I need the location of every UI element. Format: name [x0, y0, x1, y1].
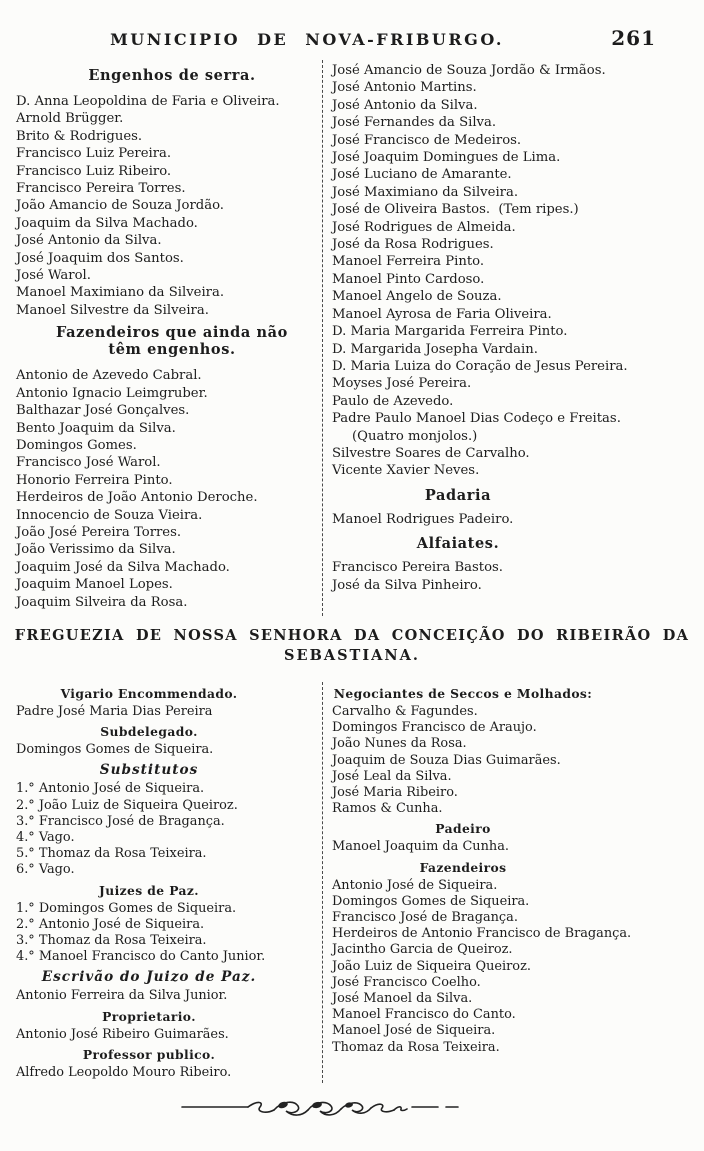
list-item: Bento Joaquim da Silva. [16, 420, 176, 436]
list-item: Francisco Luiz Pereira. [16, 146, 172, 162]
list-item: Joaquim de Souza Dias Guimarães. [332, 752, 561, 768]
list-item: Arnold Brügger. [16, 111, 124, 127]
group-items [16, 93, 322, 319]
list-item: José Warol. [16, 268, 91, 284]
freguezia-left-column [0, 682, 322, 1083]
group-heading: Escrivão do Juizo de Paz. [41, 969, 257, 986]
list-item: Domingos Gomes de Siqueira. [332, 893, 530, 909]
list-item: Paulo de Azevedo. [332, 393, 454, 409]
list-item: 6.° Vago. [16, 862, 75, 878]
list-item: Moyses José Pereira. [332, 376, 472, 392]
group-items [16, 1065, 322, 1081]
list-item: José Luciano de Amarante. [332, 167, 512, 183]
list-item: 4.° Vago. [16, 829, 75, 845]
directory-group [332, 487, 704, 528]
section-municipio [0, 60, 704, 616]
list-item: Ramos & Cunha. [332, 801, 443, 817]
list-item: 3.° Francisco José de Bragança. [16, 813, 225, 829]
list-item: Francisco José de Bragança. [332, 910, 518, 925]
group-heading: Juizes de Paz. [99, 882, 199, 898]
list-item: Joaquim da Silva Machado. [16, 215, 198, 231]
list-item: Antonio Ferreira da Silva Junior. [16, 988, 228, 1004]
group-items [16, 367, 322, 611]
list-item: Manoel Maximiano da Silveira. [16, 285, 225, 301]
page-title: MUNICIPIO DE NOVA-FRIBURGO. [110, 30, 504, 49]
list-item: Antonio Ignacio Leimgruber. [16, 385, 208, 401]
directory-group [16, 686, 322, 720]
list-item: Antonio José de Siqueira. [332, 877, 498, 893]
directory-group [332, 535, 704, 594]
list-item: José Maria Ribeiro. [332, 784, 458, 800]
list-item: Francisco Luiz Ribeiro. [16, 163, 172, 179]
list-item: José Amancio de Souza Jordão & Irmãos. [332, 63, 606, 78]
list-item: Joaquim José da Silva Machado. [16, 559, 230, 575]
directory-group [16, 1009, 322, 1043]
section-freguezia [0, 682, 704, 1083]
list-item: Francisco Pereira Torres. [16, 181, 186, 197]
list-item: Domingos Gomes de Siqueira. [16, 742, 214, 758]
directory-group [16, 67, 322, 319]
list-item: Manoel Pinto Cardoso. [332, 271, 485, 287]
list-item: Jacintho Garcia de Queiroz. [332, 942, 513, 958]
list-item: D. Maria Luiza do Coração de Jesus Pereira. [332, 358, 628, 374]
directory-group [16, 1047, 322, 1081]
list-item: José da Silva Pinheiro. [332, 577, 482, 593]
list-item: Thomaz da Rosa Teixeira. [332, 1039, 500, 1055]
list-item: Manoel Ayrosa de Faria Oliveira. [332, 306, 552, 322]
list-item: Manoel Francisco do Canto. [332, 1007, 516, 1023]
directory-group [332, 821, 704, 855]
group-heading: Fazendeiros que ainda não têm engenhos. [56, 324, 288, 359]
group-items [332, 704, 704, 817]
directory-group [332, 62, 704, 480]
directory-group [16, 969, 322, 1004]
group-heading: Professor publico. [82, 1046, 216, 1062]
list-item: D. Maria Margarida Ferreira Pinto. [332, 324, 568, 340]
list-item: José Francisco Coelho. [332, 974, 481, 990]
list-item: José Joaquim dos Santos. [16, 250, 184, 266]
list-item: Padre José Maria Dias Pereira [16, 703, 213, 719]
list-item: José Fernandes da Silva. [332, 115, 497, 131]
list-item: (Quatro monjolos.) [352, 428, 478, 444]
group-items [332, 511, 704, 528]
list-item: Domingos Francisco de Araujo. [332, 720, 537, 736]
group-heading: Vigario Encommendado. [60, 685, 238, 701]
list-item: Honorio Ferreira Pinto. [16, 472, 173, 488]
list-item: Manoel Ferreira Pinto. [332, 254, 485, 270]
list-item: Herdeiros de João Antonio Deroche. [16, 490, 258, 506]
list-item: 2.° Antonio José de Siqueira. [16, 916, 205, 932]
group-heading: Engenhos de serra. [88, 67, 256, 84]
list-item: 2.° João Luiz de Siqueira Queiroz. [16, 797, 238, 813]
list-item: 5.° Thomaz da Rosa Teixeira. [16, 846, 207, 862]
group-heading: Fazendeiros [419, 859, 507, 875]
list-item: Innocencio de Souza Vieira. [16, 507, 203, 523]
list-item: José Joaquim Domingues de Lima. [332, 150, 561, 166]
list-item: Francisco José Warol. [16, 455, 161, 471]
directory-group [16, 883, 322, 966]
freguezia-right-column [322, 682, 704, 1083]
list-item: Antonio de Azevedo Cabral. [16, 368, 202, 384]
freguezia-heading-line2: SEBASTIANA. [284, 646, 420, 664]
list-item: Francisco Pereira Bastos. [332, 560, 503, 576]
list-item: 1.° Antonio José de Siqueira. [16, 781, 205, 797]
directory-group [332, 686, 704, 817]
list-item: 1.° Domingos Gomes de Siqueira. [16, 900, 237, 916]
list-item: Antonio José Ribeiro Guimarães. [16, 1026, 229, 1042]
group-items [332, 62, 704, 480]
group-items [16, 742, 322, 758]
list-item: Joaquim Manoel Lopes. [16, 577, 173, 593]
list-item: José Antonio da Silva. [16, 233, 162, 249]
group-items [16, 781, 322, 878]
list-item: Silvestre Soares de Carvalho. [332, 445, 530, 461]
directory-group [16, 762, 322, 878]
page-number: 261 [611, 26, 656, 50]
list-item: Balthazar José Gonçalves. [16, 403, 190, 419]
directory-group [16, 324, 322, 611]
group-heading: Proprietario. [102, 1008, 196, 1024]
freguezia-section-heading [10, 626, 694, 666]
directory-group [16, 724, 322, 758]
list-item: João Amancio de Souza Jordão. [16, 198, 224, 214]
list-item: José Antonio da Silva. [332, 97, 478, 113]
list-item: 3.° Thomaz da Rosa Teixeira. [16, 933, 207, 948]
list-item: João Verissimo da Silva. [16, 542, 176, 558]
group-items [332, 559, 704, 594]
list-item: João José Pereira Torres. [16, 524, 182, 540]
list-item: José da Rosa Rodrigues. [332, 237, 494, 253]
list-item: Manoel Joaquim da Cunha. [332, 839, 509, 855]
list-item: Manoel Rodrigues Padeiro. [332, 511, 514, 527]
group-heading: Subdelegado. [100, 724, 198, 740]
directory-group [332, 860, 704, 1056]
list-item: José Manoel da Silva. [332, 991, 473, 1007]
list-item: Herdeiros de Antonio Francisco de Bragança. [332, 926, 632, 942]
freguezia-heading-line1: FREGUEZIA DE NOSSA SENHORA DA CONCEIÇÃO DO RIBEIRÃO DA [14, 626, 690, 644]
list-item: 4.° Manoel Francisco do Canto Junior. [16, 949, 266, 965]
list-item: José Leal da Silva. [332, 768, 452, 784]
group-items [16, 901, 322, 966]
decorative-flourish [180, 1097, 480, 1121]
group-heading: Padaria [424, 486, 492, 504]
group-items [332, 839, 704, 855]
list-item: Manoel José de Siqueira. [332, 1023, 496, 1039]
list-item: João Nunes da Rosa. [332, 736, 467, 752]
list-item: Alfredo Leopoldo Mouro Ribeiro. [16, 1064, 232, 1080]
list-item: Vicente Xavier Neves. [332, 463, 480, 479]
group-heading: Alfaiates. [416, 535, 500, 553]
list-item: D. Margarida Josepha Vardain. [332, 341, 538, 357]
list-item: Manoel Silvestre da Silveira. [16, 302, 209, 318]
list-item: José Rodrigues de Almeida. [332, 219, 516, 235]
group-heading: Negociantes de Seccos e Molhados: [333, 685, 593, 701]
list-item: José de Oliveira Bastos. (Tem ripes.) [332, 202, 579, 218]
municipio-right-column [322, 60, 704, 616]
list-item: Joaquim Silveira da Rosa. [16, 594, 188, 610]
group-items [332, 878, 704, 1056]
municipio-left-column [0, 60, 322, 616]
list-item: José Maximiano da Silveira. [332, 184, 519, 200]
group-heading: Padeiro [435, 821, 491, 837]
group-heading: Substitutos [99, 762, 199, 779]
group-items [16, 704, 322, 720]
list-item: Brito & Rodrigues. [16, 128, 143, 144]
list-item: Carvalho & Fagundes. [332, 703, 478, 719]
page-header [0, 26, 704, 60]
group-items [16, 1027, 322, 1043]
list-item: D. Anna Leopoldina de Faria e Oliveira. [16, 94, 280, 109]
list-item: João Luiz de Siqueira Queiroz. [332, 958, 531, 974]
list-item: Domingos Gomes. [16, 437, 137, 453]
list-item: José Francisco de Medeiros. [332, 132, 522, 148]
group-items [16, 988, 322, 1004]
list-item: Padre Paulo Manoel Dias Codeço e Freitas. [332, 411, 621, 427]
list-item: José Antonio Martins. [332, 80, 477, 96]
list-item: Manoel Angelo de Souza. [332, 289, 502, 305]
